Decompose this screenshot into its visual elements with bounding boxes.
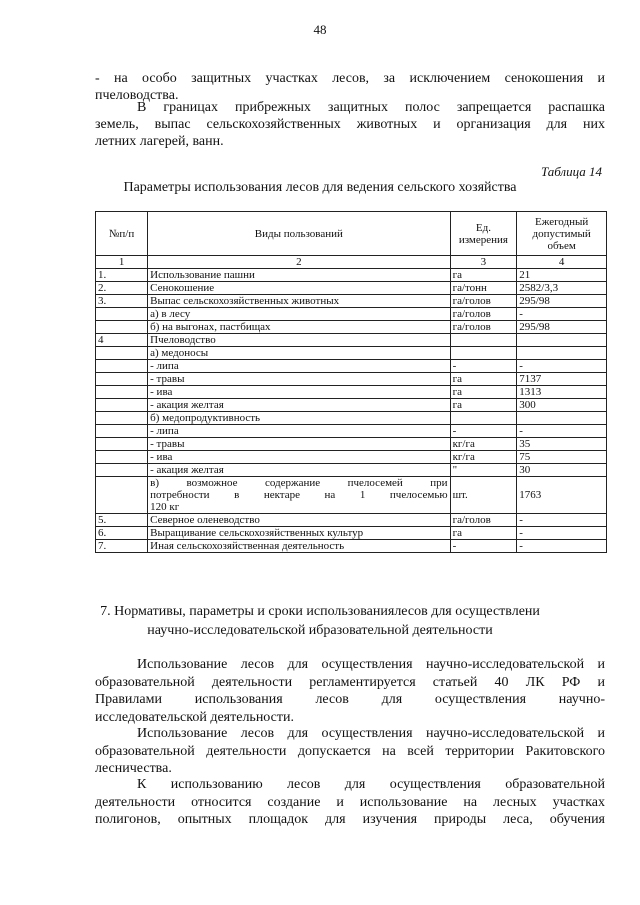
page-number: 48: [313, 22, 327, 37]
row-number: [96, 360, 148, 373]
row-number: [96, 464, 148, 477]
row-usage-type: - акация желтая: [148, 464, 450, 477]
row-usage-type: б) медопродуктивность: [148, 412, 450, 425]
table-row: [96, 308, 607, 321]
cell-text-line: в) возможное содержание пчелосемей при: [150, 477, 448, 489]
row-annual-volume: 21: [517, 269, 607, 282]
text-line: исследовательской деятельности.: [95, 709, 294, 725]
text-line: образовательной деятельности регламентируется статьей 40 ЛК РФ и: [95, 674, 605, 690]
row-usage-type: Сенокошение: [148, 282, 450, 295]
row-number: [96, 386, 148, 399]
row-unit: га/голов: [450, 514, 517, 527]
row-number: [96, 477, 148, 514]
row-usage-type: - липа: [148, 360, 450, 373]
row-annual-volume: 75: [517, 451, 607, 464]
row-usage-type: Иная сельскохозяйственная деятельность: [148, 540, 450, 553]
text-line: - на особо защитных участках лесов, за исключением сенокошения и: [95, 71, 605, 86]
table-row: [96, 412, 607, 425]
text-line: пчеловодства.: [95, 88, 179, 103]
row-number: 6.: [96, 527, 148, 540]
table-row: [96, 347, 607, 360]
text-line: Использование лесов для осуществления научно-исследовательской и: [137, 726, 605, 741]
row-usage-type: Северное оленеводство: [148, 514, 450, 527]
row-annual-volume: 30: [517, 464, 607, 477]
column-number: 3: [450, 256, 517, 269]
text-line: Использование лесов для осуществления научно-исследовательской и: [137, 657, 605, 672]
row-annual-volume: -: [517, 540, 607, 553]
row-unit: шт.: [450, 477, 517, 514]
row-usage-type: Использование пашни: [148, 269, 450, 282]
row-annual-volume: [517, 334, 607, 347]
table-row: [96, 540, 607, 553]
row-unit: га/голов: [450, 308, 517, 321]
row-number: 2.: [96, 282, 148, 295]
row-annual-volume: 295/98: [517, 295, 607, 308]
table-header-row: [96, 212, 607, 256]
row-unit: га: [450, 269, 517, 282]
section-paragraph-2: [95, 725, 605, 778]
table-row: [96, 334, 607, 347]
row-usage-type: а) в лесу: [148, 308, 450, 321]
row-number: 4: [96, 334, 148, 347]
cell-text-line: 120 кг: [150, 501, 180, 513]
row-number: [96, 321, 148, 334]
row-unit: га: [450, 399, 517, 412]
table-caption: Таблица 14: [540, 164, 602, 179]
text-line: земель, выпас сельскохозяйственных животных и организация для них: [95, 117, 605, 132]
column-number-row: [96, 256, 607, 269]
row-annual-volume: -: [517, 514, 607, 527]
row-annual-volume: [517, 347, 607, 360]
table-row: [96, 464, 607, 477]
table-row: [96, 514, 607, 527]
row-usage-type: - травы: [148, 438, 450, 451]
row-unit: кг/га: [450, 438, 517, 451]
row-annual-volume: -: [517, 425, 607, 438]
table-row: [96, 282, 607, 295]
table-row: [96, 295, 607, 308]
text-line: образовательной деятельности допускается на всей территории Ракитовского: [95, 743, 605, 759]
header-unit: Ед. измерения: [450, 212, 517, 256]
row-annual-volume: 1763: [517, 477, 607, 514]
header-usage-type: Виды пользований: [148, 212, 450, 256]
text-line: В границах прибрежных защитных полос запрещается распашка: [137, 100, 605, 115]
row-number: [96, 399, 148, 412]
row-number: [96, 438, 148, 451]
text-line: лесничества.: [95, 761, 172, 776]
row-unit: ": [450, 464, 517, 477]
row-usage-type: [148, 477, 450, 514]
table-row: [96, 360, 607, 373]
row-usage-type: Выращивание сельскохозяйственных культур: [148, 527, 450, 540]
table-row: [96, 321, 607, 334]
table-title: Параметры использования лесов для ведения сельского хозяйства: [123, 180, 517, 195]
table-row: [96, 386, 607, 399]
row-annual-volume: -: [517, 527, 607, 540]
row-usage-type: - ива: [148, 386, 450, 399]
column-number: 2: [148, 256, 450, 269]
text-line: полигонов, опытных площадок для изучения природы леса, обучения: [95, 812, 605, 827]
intro-paragraph-2: [95, 99, 605, 150]
section-title-line: 7. Нормативы, параметры и сроки использованиялесов для осуществлени: [100, 604, 540, 619]
row-number: [96, 347, 148, 360]
header-annual-volume: Ежегодный допустимый объем: [517, 212, 607, 256]
row-annual-volume: [517, 412, 607, 425]
row-unit: га/голов: [450, 295, 517, 308]
row-annual-volume: -: [517, 360, 607, 373]
row-annual-volume: 300: [517, 399, 607, 412]
table-row: [96, 269, 607, 282]
row-number: 7.: [96, 540, 148, 553]
row-usage-type: Выпас сельскохозяйственных животных: [148, 295, 450, 308]
table-row: [96, 527, 607, 540]
row-usage-type: - акация желтая: [148, 399, 450, 412]
row-number: 5.: [96, 514, 148, 527]
row-annual-volume: 7137: [517, 373, 607, 386]
row-annual-volume: 1313: [517, 386, 607, 399]
table-row: [96, 451, 607, 464]
row-unit: -: [450, 425, 517, 438]
section-paragraph-3: [95, 776, 605, 829]
row-annual-volume: -: [517, 308, 607, 321]
row-number: [96, 373, 148, 386]
text-line: Правилами использования лесов для осуществления научно-: [95, 692, 605, 707]
text-line: летних лагерей, ванн.: [95, 134, 224, 149]
row-number: 3.: [96, 295, 148, 308]
row-usage-type: - липа: [148, 425, 450, 438]
column-number: 4: [517, 256, 607, 269]
row-number: [96, 308, 148, 321]
row-number: 1.: [96, 269, 148, 282]
row-unit: -: [450, 360, 517, 373]
row-unit: кг/га: [450, 451, 517, 464]
row-unit: га: [450, 386, 517, 399]
row-usage-type: а) медоносы: [148, 347, 450, 360]
row-annual-volume: 2582/3,3: [517, 282, 607, 295]
column-number: 1: [96, 256, 148, 269]
row-unit: [450, 347, 517, 360]
row-usage-type: - ива: [148, 451, 450, 464]
row-unit: -: [450, 540, 517, 553]
row-usage-type: Пчеловодство: [148, 334, 450, 347]
row-unit: га/голов: [450, 321, 517, 334]
parameters-table: [95, 211, 607, 553]
cell-text-line: потребности в нектаре на 1 пчелосемью: [150, 489, 448, 501]
row-number: [96, 412, 148, 425]
text-line: деятельности относится создание и использование на лесных участках: [95, 794, 605, 810]
row-number: [96, 425, 148, 438]
section-title: [0, 602, 640, 640]
table-row: [96, 373, 607, 386]
section-paragraph-1: [95, 656, 605, 726]
row-usage-type: - травы: [148, 373, 450, 386]
table-row: [96, 399, 607, 412]
row-unit: [450, 412, 517, 425]
section-title-line: научно-исследовательской ибразовательной деятельности: [147, 623, 493, 638]
text-line: К использованию лесов для осуществления образовательной: [137, 777, 605, 792]
table-row: [96, 438, 607, 451]
row-unit: га/тонн: [450, 282, 517, 295]
table-row: [96, 477, 607, 514]
row-unit: га: [450, 373, 517, 386]
row-usage-type: б) на выгонах, пастбищах: [148, 321, 450, 334]
row-number: [96, 451, 148, 464]
row-annual-volume: 35: [517, 438, 607, 451]
row-unit: [450, 334, 517, 347]
row-unit: га: [450, 527, 517, 540]
table-row: [96, 425, 607, 438]
row-annual-volume: 295/98: [517, 321, 607, 334]
header-number: №п/п: [96, 212, 148, 256]
